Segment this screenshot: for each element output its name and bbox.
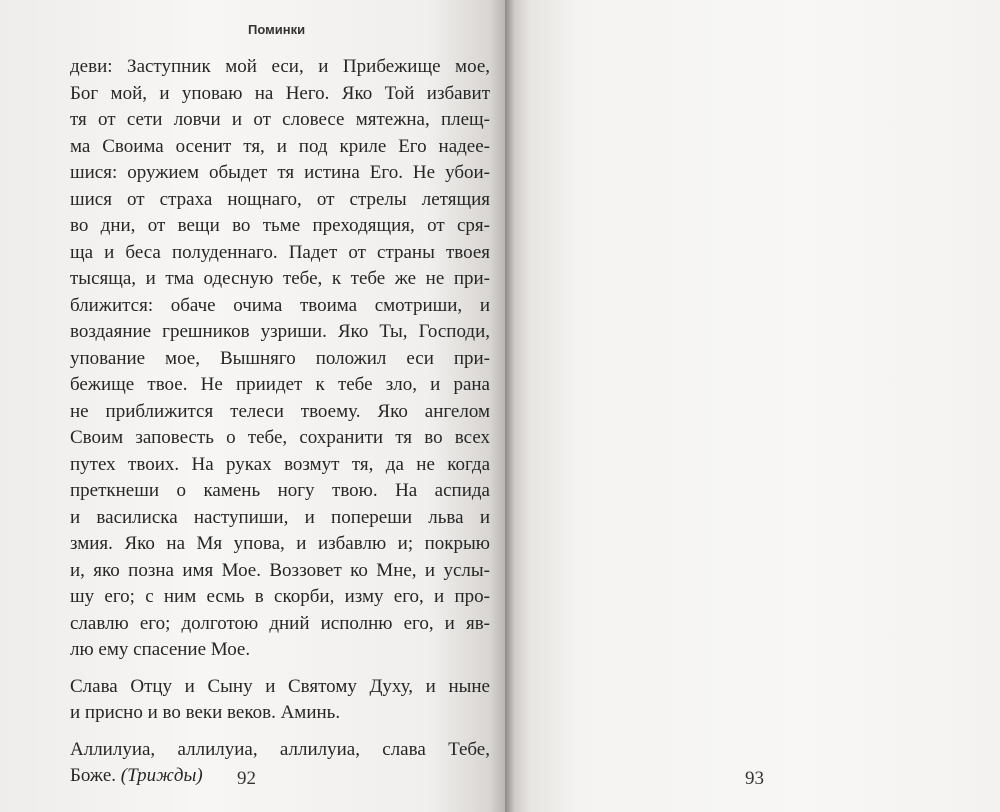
left-running-head: Поминки bbox=[248, 22, 306, 37]
text-line: Слава Отцу и Сыну и Святому Духу, и ныне bbox=[70, 675, 490, 697]
text-line: шися от страха нощнаго, от стрелы летящия bbox=[70, 188, 490, 210]
text-line: шися: оружием обыдет тя истина Его. Не убои- bbox=[70, 162, 490, 183]
text-line: Аллилуиа, аллилуиа, аллилуиа, слава Тебе, bbox=[70, 738, 490, 760]
text-line: славлю его; долготою дний исполню его, и яв- bbox=[70, 612, 490, 634]
text-line: и присно и во веки веков. Аминь. bbox=[70, 702, 341, 723]
text-line: тысяща, и тма одесную тебе, к тебе же не при- bbox=[70, 268, 490, 289]
paragraph bbox=[70, 737, 490, 790]
text-line: во дни, от вещи во тьме преходящия, от сря- bbox=[70, 215, 490, 236]
text-line: не приближится телеси твоему. Яко ангелом bbox=[70, 400, 490, 422]
text-line: тя от сети ловчи и от словесе мятежна, плещ- bbox=[70, 109, 490, 130]
paragraph bbox=[70, 54, 490, 664]
left-page-number: 92 bbox=[237, 768, 256, 789]
text-line: деви: Заступник мой еси, и Прибежище мое, bbox=[70, 56, 490, 77]
text-line: Своим заповесть о тебе, сохранити тя во всех bbox=[70, 427, 490, 448]
text-line: путех твоих. На руках возмут тя, да не когда bbox=[70, 453, 490, 475]
paragraph bbox=[70, 674, 490, 727]
text-line: Бог мой, и уповаю на Него. Яко Той избавит bbox=[70, 82, 490, 104]
text-line: и, яко позна имя Мое. Воззовет ко Мне, и услы- bbox=[70, 559, 490, 581]
right-page-number: 93 bbox=[745, 768, 764, 789]
left-page-text bbox=[70, 54, 490, 800]
text-line: лю ему спасение Мое. bbox=[70, 639, 251, 660]
text-line: ма Своима осенит тя, и под криле Его надее- bbox=[70, 135, 490, 157]
text-line: шу его; с ним есмь в скорби, изму его, и про- bbox=[70, 586, 490, 607]
text-line: Боже. (Трижды) bbox=[70, 765, 203, 786]
text-line: воздаяние грешников узриши. Яко Ты, Господи, bbox=[70, 321, 490, 342]
italic-note: (Трижды) bbox=[120, 765, 203, 786]
text-line: змия. Яко на Мя упова, и избавлю и; покрыю bbox=[70, 533, 490, 554]
right-page bbox=[505, 0, 1000, 812]
text-line: и василиска наступиши, и попереши льва и bbox=[70, 506, 490, 528]
text-line: преткнеши о камень ногу твою. На аспида bbox=[70, 480, 490, 501]
text-line: ближится: обаче очима твоима смотриши, и bbox=[70, 294, 490, 316]
text-line: ща и беса полуденнаго. Падет от страны твоея bbox=[70, 241, 490, 263]
text-line: упование мое, Вышняго положил еси при- bbox=[70, 347, 490, 369]
text-line: бежище твое. Не приидет к тебе зло, и рана bbox=[70, 374, 490, 395]
